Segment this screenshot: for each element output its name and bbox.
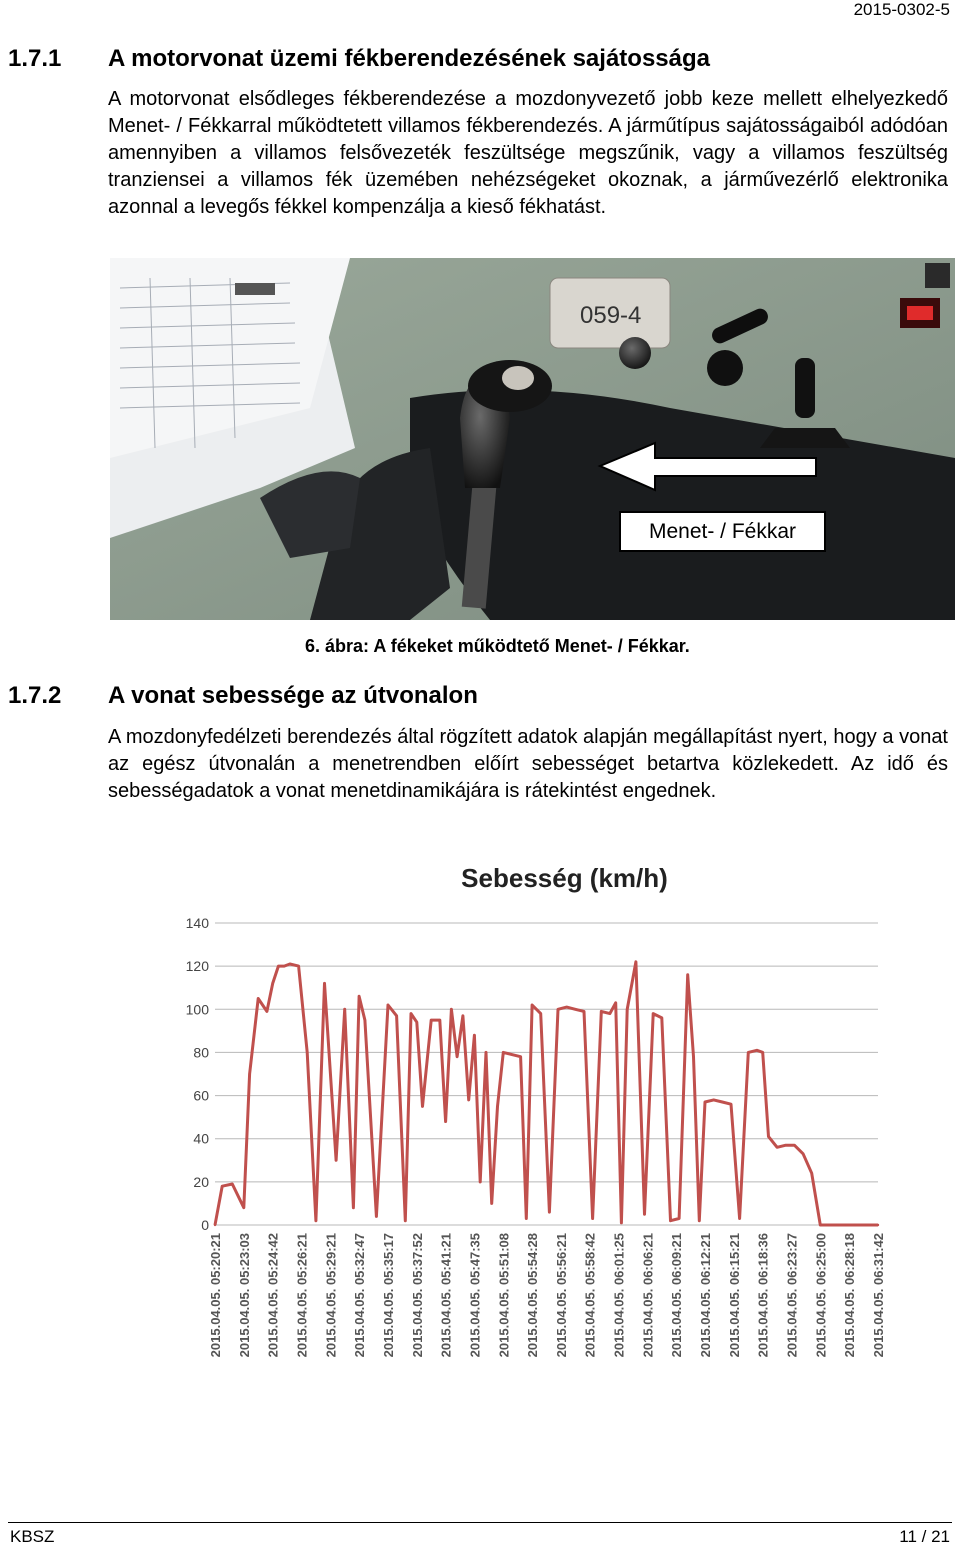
speed-data-point	[687, 974, 689, 976]
document-id: 2015-0302-5	[853, 0, 950, 19]
x-tick-label: 2015.04.05. 05:37:52	[409, 1233, 425, 1358]
y-tick-label: 80	[193, 1044, 209, 1061]
speed-data-point	[747, 1051, 749, 1053]
section-heading-1-7-1	[8, 45, 710, 73]
speed-data-point	[531, 1004, 533, 1006]
x-tick-label: 2015.04.05. 05:56:21	[553, 1233, 569, 1358]
x-tick-label: 2015.04.05. 05:26:21	[294, 1233, 310, 1358]
section-title: A motorvonat üzemi fékberendezésének sajátossága	[108, 45, 710, 72]
speed-data-point	[496, 1105, 498, 1107]
section-number: 1.7.1	[8, 45, 62, 72]
section-paragraph: A mozdonyfedélzeti berendezés által rögzített adatok alapján megállapítást nyert, hogy a vonat az egész útvonalán a menetrendben előírt sebességet betartva közlekedett. Az idő és sebességadatok a vonat menetdinamikájára is rátekintést engednek.	[108, 726, 948, 802]
speed-data-point	[548, 1211, 550, 1213]
speed-data-point	[344, 1008, 346, 1010]
x-tick-label: 2015.04.05. 06:12:21	[698, 1233, 714, 1358]
brake-lever-photo	[110, 258, 955, 620]
speed-data-point	[315, 1219, 317, 1221]
speed-data-point	[306, 1051, 308, 1053]
speed-data-point	[819, 1224, 821, 1226]
speed-data-point	[335, 1159, 337, 1161]
speed-data-point	[444, 1120, 446, 1122]
speed-data-point	[730, 1103, 732, 1105]
speed-data-point	[712, 1099, 714, 1101]
speed-data-point	[214, 1224, 216, 1226]
brake-lever-label: Menet- / Fékkar	[619, 511, 826, 552]
speed-data-point	[620, 1222, 622, 1224]
y-tick-label: 120	[185, 958, 209, 975]
speed-data-point	[416, 1021, 418, 1023]
x-tick-label: 2015.04.05. 05:58:42	[582, 1233, 598, 1358]
speed-data-point	[289, 963, 291, 965]
y-tick-label: 20	[193, 1173, 209, 1190]
x-tick-label: 2015.04.05. 05:51:08	[496, 1233, 512, 1358]
speed-data-point	[248, 1073, 250, 1075]
speed-data-point	[358, 995, 360, 997]
speed-data-point	[836, 1224, 838, 1226]
speed-data-point	[473, 1034, 475, 1036]
section-number: 1.7.2	[8, 682, 62, 709]
speed-data-point	[266, 1010, 268, 1012]
speed-data-point	[323, 982, 325, 984]
x-tick-label: 2015.04.05. 05:20:21	[208, 1233, 223, 1358]
speed-data-point	[661, 1017, 663, 1019]
speed-data-point	[243, 1207, 245, 1209]
speed-data-point	[410, 1012, 412, 1014]
speed-data-point	[352, 1207, 354, 1209]
y-tick-label: 60	[193, 1087, 209, 1104]
speed-data-point	[877, 1224, 879, 1226]
x-tick-label: 2015.04.05. 06:18:36	[755, 1233, 771, 1358]
speed-data-point	[756, 1049, 758, 1051]
speed-data-point	[502, 1051, 504, 1053]
x-tick-label: 2015.04.05. 05:47:35	[467, 1233, 483, 1358]
speed-data-point	[404, 1219, 406, 1221]
speed-chart	[165, 855, 895, 1425]
speed-data-point	[511, 1053, 513, 1055]
speed-data-point	[375, 1215, 377, 1217]
speed-data-point	[845, 1224, 847, 1226]
x-tick-label: 2015.04.05. 05:29:21	[323, 1233, 339, 1358]
speed-data-point	[761, 1051, 763, 1053]
section-heading-1-7-2	[8, 682, 478, 710]
speed-data-point	[785, 1144, 787, 1146]
y-tick-label: 0	[201, 1217, 209, 1233]
speed-data-point	[519, 1056, 521, 1058]
speed-data-point	[698, 1219, 700, 1221]
speed-data-point	[439, 1019, 441, 1021]
speed-data-point	[456, 1056, 458, 1058]
footer-organization: KBSZ	[10, 1527, 55, 1546]
speed-data-point	[609, 1012, 611, 1014]
speed-data-point	[297, 965, 299, 967]
x-tick-label: 2015.04.05. 05:23:03	[236, 1233, 252, 1358]
x-tick-label: 2015.04.05. 06:28:18	[842, 1233, 858, 1358]
speed-data-point	[614, 1002, 616, 1004]
figure-caption: 6. ábra: A fékeket működtető Menet- / Fékkar.	[305, 636, 690, 656]
x-tick-label: 2015.04.05. 05:35:17	[380, 1233, 396, 1358]
x-tick-label: 2015.04.05. 06:06:21	[640, 1233, 656, 1358]
speed-data-point	[811, 1172, 813, 1174]
speed-data-point	[574, 1008, 576, 1010]
speed-data-point	[395, 1015, 397, 1017]
speed-data-point	[271, 982, 273, 984]
speed-data-point	[467, 1099, 469, 1101]
speed-data-point	[430, 1019, 432, 1021]
speed-data-point	[491, 1202, 493, 1204]
speed-data-point	[626, 1008, 628, 1010]
speed-data-point	[583, 1010, 585, 1012]
x-tick-label: 2015.04.05. 06:25:00	[813, 1233, 829, 1358]
x-tick-label: 2015.04.05. 06:01:25	[611, 1233, 627, 1358]
section-title: A vonat sebessége az útvonalon	[108, 682, 478, 709]
y-tick-label: 140	[185, 915, 209, 931]
x-tick-label: 2015.04.05. 06:23:27	[784, 1233, 800, 1358]
chart-title: Sebesség (km/h)	[461, 863, 668, 893]
footer-divider	[8, 1522, 952, 1523]
speed-data-point	[643, 1213, 645, 1215]
speed-data-point	[591, 1217, 593, 1219]
speed-data-point	[231, 1183, 233, 1185]
key-tag-text: 059-4	[580, 302, 642, 329]
section-paragraph: A motorvonat elsődleges fékberendezése a mozdonyvezető jobb keze mellett elhelyezkedő Menet- / Fékkarral működtetett villamos fékberendezés. A járműtípus sajátosságaiból adódóan amennyiben a villamos felsővezeték feszültsége megszűnik, vagy a villamos feszültség tranziensei a villamos fék üzemében nehézségeket okoznak, a járművezérlő elektronika azonnal a levegős fékkel kompenzálja a kieső fékhatást.	[108, 88, 948, 218]
speed-data-point	[257, 997, 259, 999]
speed-data-point	[776, 1146, 778, 1148]
speed-data-point	[540, 1012, 542, 1014]
speed-data-point	[802, 1153, 804, 1155]
x-tick-label: 2015.04.05. 05:24:42	[265, 1233, 281, 1358]
speed-data-point	[525, 1217, 527, 1219]
speed-data-point	[738, 1217, 740, 1219]
speed-series-line	[215, 962, 878, 1225]
footer-page-number: 11 / 21	[899, 1527, 950, 1546]
speed-data-point	[692, 1056, 694, 1058]
speed-data-point	[635, 961, 637, 963]
x-tick-label: 2015.04.05. 06:31:42	[871, 1233, 886, 1358]
speed-data-point	[462, 1015, 464, 1017]
speed-data-point	[221, 1185, 223, 1187]
x-tick-label: 2015.04.05. 05:32:47	[352, 1233, 368, 1358]
y-tick-label: 100	[185, 1001, 209, 1018]
speed-data-point	[678, 1217, 680, 1219]
speed-data-point	[450, 1008, 452, 1010]
speed-data-point	[277, 965, 279, 967]
speed-data-point	[669, 1219, 671, 1221]
x-tick-label: 2015.04.05. 06:09:21	[669, 1233, 685, 1358]
speed-data-point	[485, 1051, 487, 1053]
speed-data-point	[793, 1144, 795, 1146]
x-tick-label: 2015.04.05. 05:54:28	[525, 1233, 541, 1358]
speed-data-point	[828, 1224, 830, 1226]
speed-data-point	[479, 1181, 481, 1183]
speed-data-point	[387, 1004, 389, 1006]
speed-data-point	[283, 965, 285, 967]
x-tick-label: 2015.04.05. 06:15:21	[726, 1233, 742, 1358]
speed-data-point	[364, 1019, 366, 1021]
y-tick-label: 40	[193, 1130, 209, 1147]
speed-data-point	[652, 1012, 654, 1014]
speed-data-point	[721, 1101, 723, 1103]
speed-data-point	[421, 1105, 423, 1107]
speed-data-point	[600, 1010, 602, 1012]
x-tick-label: 2015.04.05. 05:41:21	[438, 1233, 454, 1358]
speed-data-point	[565, 1006, 567, 1008]
speed-data-point	[704, 1101, 706, 1103]
speed-data-point	[767, 1135, 769, 1137]
speed-data-point	[865, 1224, 867, 1226]
speed-data-point	[854, 1224, 856, 1226]
speed-data-point	[557, 1008, 559, 1010]
